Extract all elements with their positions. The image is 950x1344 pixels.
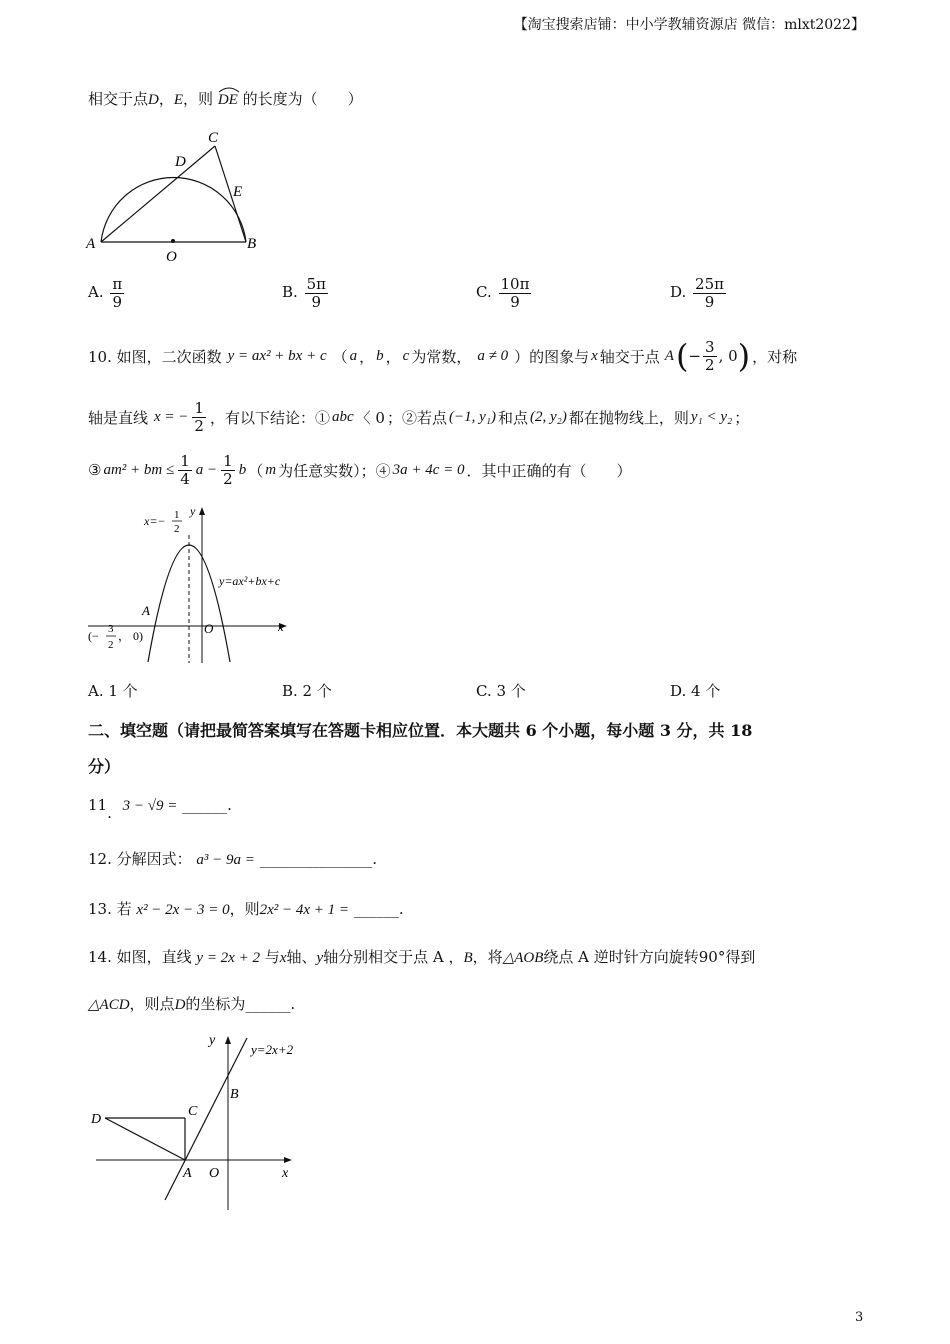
q10-text: （	[248, 461, 264, 480]
q10-line-1	[88, 339, 797, 373]
q9-label-a: A	[86, 236, 96, 252]
q10-conclusion-4: 3a + 4c = 0	[392, 461, 465, 478]
q9-arc-text: DE	[217, 92, 238, 108]
q13-expression-1: x² − 2x − 3 = 0	[136, 902, 230, 918]
q10-option-d[interactable]: D. 4 个	[670, 682, 721, 700]
q10-label-x: x	[278, 619, 284, 634]
q11-answer-blank[interactable]: ______	[182, 796, 228, 814]
q11	[88, 796, 232, 822]
section-2-title-line-2: 分）	[88, 757, 121, 776]
q10-label-axis: x=−	[144, 514, 166, 528]
frac-num: 3	[705, 338, 715, 356]
q9-option-b[interactable]	[282, 276, 330, 310]
q12	[88, 848, 377, 869]
q9-option-a-frac	[110, 276, 124, 310]
frac-den: 9	[704, 292, 715, 311]
q13-label: 13. 若	[88, 900, 132, 918]
q14-angle: 90°	[698, 948, 726, 966]
q14-line-1	[88, 946, 755, 967]
q10-label-pt-close: ， 0)	[118, 629, 143, 643]
q10-conclusion-3-b: b	[238, 461, 247, 478]
q13-mid: ，则	[229, 900, 260, 918]
q14-figure	[88, 1030, 313, 1215]
q14-answer-blank[interactable]: ______	[245, 995, 291, 1013]
q11-end: .	[227, 796, 232, 814]
q14-var-b: B	[463, 950, 473, 966]
q14-text: 轴、	[286, 948, 317, 966]
q9-option-d-frac	[693, 276, 726, 310]
q9-arc-mark	[217, 85, 241, 93]
q10-label-pt-open: (−	[88, 629, 99, 643]
frac-den: 4	[180, 469, 190, 488]
q10-line-3	[88, 453, 632, 487]
q10-text: ，	[385, 347, 401, 366]
q10-conclusion-3-left: am² + bm ≤	[103, 461, 175, 478]
q14-label-d: D	[91, 1112, 102, 1127]
q9-option-a-letter: A.	[88, 283, 104, 301]
frac-num: 5π	[306, 275, 326, 293]
q10-neg: −	[688, 347, 702, 365]
q10-label-y: y	[190, 505, 196, 518]
q10-label-pt-num: 3	[108, 623, 114, 635]
q10-text: 10. 如图，二次函数	[88, 347, 222, 366]
q10-text: 轴是直线	[88, 408, 149, 427]
q9-text-2: ，则	[183, 90, 214, 108]
q10-c3-frac-2	[221, 453, 235, 487]
q10-y-axis-arrow	[199, 507, 205, 515]
q11-expression: 3 − √9 =	[122, 798, 178, 814]
q12-end: .	[372, 850, 377, 868]
q14-triangle-acd: △ACD	[88, 997, 130, 1013]
q9-label-d: D	[175, 154, 186, 170]
q9-stem	[88, 88, 363, 109]
q10-text: 为常数，	[411, 347, 472, 366]
q9-option-c[interactable]	[476, 276, 533, 310]
q10-var-x: x	[591, 347, 598, 364]
q10-figure	[84, 505, 299, 665]
q14-y-axis-arrow	[225, 1036, 231, 1044]
q10-var-a: a	[349, 347, 358, 364]
q9-option-c-frac	[499, 276, 532, 310]
frac-num: π	[112, 275, 123, 293]
q14-label-c: C	[188, 1104, 198, 1119]
q10-text: 为任意实数）；④	[278, 461, 391, 480]
q10-label-pt-den: 2	[108, 639, 114, 651]
q9-label-b: B	[247, 236, 257, 252]
header-shop-note: 【淘宝搜索店铺：中小学教辅资源店 微信：mlxt2022】	[513, 17, 865, 33]
q9-option-b-letter: B.	[282, 283, 298, 301]
q14-label-b: B	[230, 1087, 239, 1102]
q9-label-e: E	[233, 184, 243, 200]
q14-point-d: D	[174, 997, 186, 1013]
page-number: 3	[855, 1310, 864, 1325]
frac-den: 9	[112, 292, 123, 311]
q10-var-m: m	[265, 461, 277, 478]
q10-axis-eq: x = −	[154, 408, 189, 425]
q10-option-c[interactable]: C. 3 个	[476, 682, 526, 700]
q14-text: 得到	[725, 948, 756, 966]
q10-inequality: y₁ < y₂	[690, 408, 733, 425]
q10-label-axis-num: 1	[174, 509, 180, 521]
q10-text: ，	[359, 347, 375, 366]
q10-text: ，对称	[752, 347, 798, 366]
q13-answer-blank[interactable]: ______	[353, 900, 399, 918]
q10-parabola	[148, 545, 230, 662]
q10-label-o: O	[204, 621, 214, 636]
q9-option-d[interactable]	[670, 276, 728, 310]
q14-line-equation: y = 2x + 2	[196, 950, 260, 966]
q9-option-a[interactable]	[88, 276, 126, 310]
q10-label-a: A	[142, 603, 150, 618]
q11-number: 11	[88, 796, 108, 814]
q14-text: 的坐标为	[185, 995, 246, 1013]
q14-var-y: y	[316, 950, 324, 966]
q14-segment-ad	[105, 1118, 185, 1160]
q10-line-2	[88, 400, 749, 434]
q10-text: ，有以下结论：①	[209, 408, 330, 427]
frac-den: 2	[223, 469, 233, 488]
q10-label-axis-den: 2	[174, 523, 180, 535]
q10-c3-frac-1	[178, 453, 192, 487]
frac-den: 9	[311, 292, 322, 311]
q10-option-b[interactable]: B. 2 个	[282, 682, 332, 700]
q10-condition: a ≠ 0	[477, 347, 509, 364]
q10-point-coords	[676, 339, 750, 373]
q9-label-c: C	[208, 130, 219, 146]
q10-conclusion-1-tail: 〈 0	[355, 408, 385, 427]
q14-text: 14. 如图，直线	[88, 948, 192, 966]
q10-option-a[interactable]: A. 1 个	[88, 682, 138, 700]
q9-point-d: D	[148, 92, 159, 108]
q9-center-o	[171, 239, 175, 243]
frac-den: 9	[510, 292, 520, 311]
q14-end: .	[290, 995, 296, 1013]
q10-text: ．其中正确的有（ ）	[466, 461, 632, 480]
q12-label: 12. 分解因式：	[88, 850, 192, 868]
q10-text: ；	[734, 408, 750, 427]
q10-coord-tail: , 0	[718, 347, 738, 365]
section-2-title-line-1: 二、填空题（请把最简答案填写在答题卡相应位置．本大题共 6 个小题，每小题 3 分，共 18	[88, 721, 753, 740]
q14-triangle-aob: △AOB	[502, 950, 544, 966]
q10-text: ；②若点	[386, 408, 447, 427]
q14-label-a: A	[183, 1166, 192, 1181]
frac-num: 1	[223, 452, 233, 470]
q10-conclusion-3-mid: a −	[195, 461, 218, 478]
frac-num: 25π	[695, 275, 724, 293]
q14-x-axis-arrow	[284, 1157, 292, 1163]
q9-text-3: 的长度为（ ）	[242, 90, 363, 108]
frac-num: 10π	[500, 275, 530, 293]
q9-text-1: 相交于点	[88, 90, 149, 108]
q10-var-b: b	[376, 347, 384, 364]
frac-den: 2	[705, 355, 715, 374]
q10-text: 和点	[497, 408, 528, 427]
q14-label-x: x	[282, 1166, 289, 1181]
q9-option-d-letter: D.	[670, 283, 687, 301]
q9-semicircle	[101, 178, 246, 242]
q10-text: 轴交于点	[599, 347, 660, 366]
q13-end: .	[398, 900, 404, 918]
q9-arc-de	[218, 88, 238, 109]
q14-label-o: O	[209, 1166, 220, 1181]
q10-frac	[703, 339, 717, 373]
q14-var-x: x	[279, 950, 287, 966]
q14-text: ，将	[472, 948, 503, 966]
q14-label-y: y	[209, 1033, 216, 1048]
q10-function: y = ax² + bx + c	[227, 347, 327, 364]
q12-expression: a³ − 9a =	[196, 852, 255, 868]
frac-den: 2	[194, 416, 204, 435]
q10-point-a: A	[664, 347, 674, 364]
q13	[88, 898, 404, 919]
q13-expression-2: 2x² − 4x + 1 =	[259, 902, 350, 918]
q14-text: ，则点	[129, 995, 175, 1013]
q9-option-b-frac	[305, 276, 328, 310]
q11-dot: .	[107, 804, 112, 822]
q10-text: （	[332, 347, 348, 366]
q9-segment-ac	[101, 146, 215, 242]
q10-label-curve: y=ax²+bx+c	[219, 574, 281, 588]
q10-axis-frac	[192, 400, 206, 434]
q12-answer-blank[interactable]: _______________	[259, 850, 373, 868]
q9-figure	[80, 122, 280, 267]
q14-line-2	[88, 993, 295, 1014]
q10-point-1: (−1, y₁)	[448, 408, 496, 425]
q9-sep: ，	[158, 90, 174, 108]
frac-num: 1	[194, 399, 204, 417]
q10-paren-open: (	[675, 337, 689, 375]
q14-line	[165, 1038, 247, 1200]
q9-option-c-letter: C.	[476, 283, 492, 301]
q9-label-o: O	[166, 249, 177, 265]
q14-text: 轴分别相交于点 A ，	[323, 948, 464, 966]
q14-label-line: y=2x+2	[251, 1042, 294, 1057]
q10-text: 都在抛物线上，则	[568, 408, 689, 427]
q10-conclusion-1: abc	[331, 408, 354, 425]
q10-text: ）的图象与	[514, 347, 590, 366]
q10-point-2: (2, y₂)	[530, 408, 567, 425]
q14-text: 绕点 A 逆时针方向旋转	[543, 948, 699, 966]
q9-point-e: E	[173, 92, 184, 108]
q10-var-c: c	[402, 347, 410, 364]
q10-paren-close: )	[737, 337, 751, 375]
q10-text: ③	[88, 461, 102, 479]
frac-num: 1	[180, 452, 190, 470]
q14-text: 与	[264, 948, 280, 966]
